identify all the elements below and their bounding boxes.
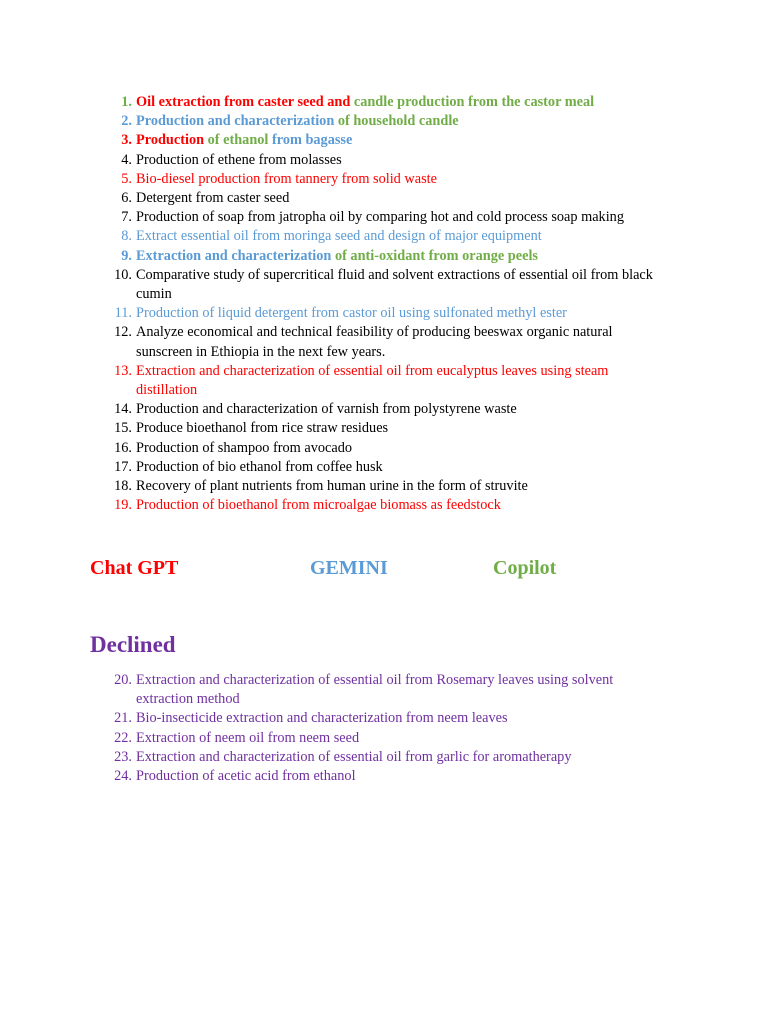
- item-text: Extract essential oil from moringa seed and design of major equipment: [136, 228, 542, 245]
- list-item: [0, 170, 768, 189]
- list-item: [0, 323, 768, 361]
- legend-gemini: GEMINI: [310, 557, 388, 579]
- declined-heading: Declined: [90, 632, 176, 657]
- item-number: 20.: [114, 672, 132, 688]
- item-text: Production of acetic acid from ethanol: [136, 768, 356, 785]
- item-text: Comparative study of supercritical fluid and solvent extractions of essential oil from black cumin: [136, 266, 653, 303]
- item-text: Produce bioethanol from rice straw residues: [136, 420, 389, 437]
- list-item: [0, 227, 768, 246]
- list-item: [0, 247, 768, 266]
- item-text: of anti-oxidant from orange peels: [334, 247, 538, 264]
- list-item: [0, 419, 768, 438]
- item-text: Bio-diesel production from tannery from solid waste: [136, 170, 437, 187]
- item-number: 18.: [114, 478, 132, 495]
- list-item: [0, 709, 768, 728]
- item-text: of household candle: [337, 113, 459, 130]
- item-text: Extraction of neem oil from neem seed: [136, 729, 360, 746]
- item-number: 2.: [121, 113, 132, 130]
- list-item: [0, 208, 768, 227]
- item-number: 7.: [121, 209, 132, 226]
- declined-list: [0, 671, 768, 786]
- item-text: Detergent from caster seed: [136, 190, 290, 207]
- list-item: [0, 362, 768, 400]
- item-number: 3.: [121, 132, 132, 149]
- list-item: [0, 151, 768, 170]
- item-text: Production and characterization of varnish from polystyrene waste: [136, 401, 517, 418]
- item-text: Bio-insecticide extraction and characterization from neem leaves: [136, 710, 508, 727]
- item-text: Production of liquid detergent from castor oil using sulfonated methyl ester: [136, 305, 567, 322]
- item-text: Production of ethene from molasses: [136, 151, 342, 168]
- list-item: [0, 458, 768, 477]
- item-number: 10.: [114, 266, 132, 283]
- item-text: from bagasse: [271, 132, 353, 149]
- item-number: 16.: [114, 439, 132, 456]
- item-number: 11.: [114, 305, 132, 322]
- legend-chatgpt: Chat GPT: [90, 557, 179, 579]
- list-item: [0, 131, 768, 150]
- item-text: Analyze economical and technical feasibility of producing beeswax organic natural sunscreen in Ethiopia in the next few years.: [136, 324, 613, 360]
- item-text: candle production from the castor meal: [353, 94, 595, 110]
- list-item: [0, 304, 768, 323]
- item-text: Extraction and characterization of essential oil from Rosemary leaves using solvent extraction method: [136, 672, 614, 708]
- item-number: 8.: [121, 228, 132, 245]
- item-text: Oil extraction from caster seed and: [136, 94, 354, 110]
- item-text: Extraction and characterization of essential oil from eucalyptus leaves using steam distillation: [136, 362, 609, 399]
- item-text: Extraction and characterization of essential oil from garlic for aromatherapy: [136, 748, 572, 765]
- item-number: 6.: [121, 190, 132, 207]
- item-text: Production of soap from jatropha oil by comparing hot and cold process soap making: [136, 209, 624, 226]
- item-number: 5.: [121, 170, 132, 187]
- list-item: [0, 477, 768, 496]
- list-item: [0, 93, 768, 112]
- item-text: Production of bioethanol from microalgae biomass as feedstock: [136, 497, 501, 514]
- item-number: 1.: [121, 94, 132, 110]
- item-number: 9.: [121, 247, 132, 264]
- project-list: [0, 93, 768, 515]
- item-text: Production and characterization: [136, 113, 338, 130]
- list-item: [0, 496, 768, 515]
- list-item: [0, 671, 768, 709]
- item-text: Production: [136, 132, 208, 149]
- list-item: [0, 266, 768, 304]
- legend-copilot: Copilot: [493, 557, 557, 579]
- item-number: 21.: [114, 710, 132, 727]
- item-number: 23.: [114, 748, 132, 765]
- item-number: 14.: [114, 401, 132, 418]
- item-text: Production of bio ethanol from coffee husk: [136, 458, 383, 475]
- list-item: [0, 439, 768, 458]
- list-item: [0, 729, 768, 748]
- item-text: Extraction and characterization: [136, 247, 335, 264]
- list-item: [0, 400, 768, 419]
- list-item: [0, 767, 768, 786]
- item-number: 12.: [114, 324, 132, 341]
- item-number: 22.: [114, 729, 132, 746]
- item-number: 13.: [114, 362, 132, 379]
- item-text: Recovery of plant nutrients from human urine in the form of struvite: [136, 478, 528, 495]
- item-number: 15.: [114, 420, 132, 437]
- list-item: [0, 112, 768, 131]
- item-text: of ethanol: [207, 132, 272, 149]
- item-number: 17.: [114, 458, 132, 475]
- item-text: Production of shampoo from avocado: [136, 439, 352, 456]
- list-item: [0, 189, 768, 208]
- list-item: [0, 748, 768, 767]
- item-number: 24.: [114, 768, 132, 785]
- item-number: 4.: [121, 151, 132, 168]
- item-number: 19.: [114, 497, 132, 514]
